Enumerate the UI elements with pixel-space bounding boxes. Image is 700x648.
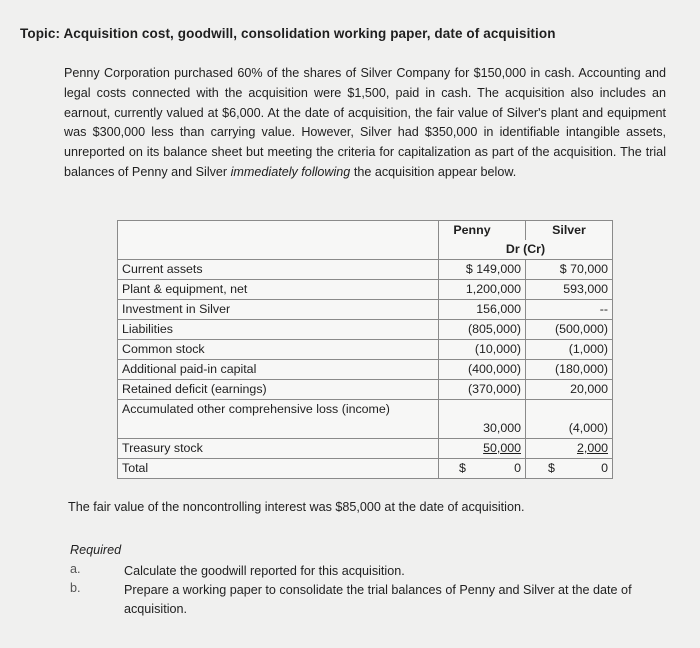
penny-value: (370,000) (439, 380, 526, 400)
penny-value: 30,000 (439, 400, 526, 439)
trial-balance-table (117, 220, 613, 479)
table-row (118, 380, 613, 400)
table-total-row (118, 459, 613, 479)
penny-value: 50,000 (439, 439, 526, 459)
description-main: Penny Corporation purchased 60% of the shares of Silver Company for $150,000 in cash. Accounting and legal costs connected with the acquisition were $1,500, paid in cash. The acquisition also includes an earnout, currently valued at $6,000. At the date of acquisition, the fair value of Silver's plant and equipment was $300,000 less than carrying value. However, Silver had $350,000 in identifiable intangible assets, unreported on its balance sheet but meeting the criteria for capitalization as part of the acquisition. The trial balances of Penny and Silver (64, 66, 666, 179)
row-label: Plant & equipment, net (118, 280, 439, 300)
table-row (118, 280, 613, 300)
header-blank-cell (118, 221, 439, 260)
silver-value: (180,000) (526, 360, 613, 380)
silver-value: (500,000) (526, 320, 613, 340)
row-label: Additional paid-in capital (118, 360, 439, 380)
penny-value: (400,000) (439, 360, 526, 380)
penny-value: $ 149,000 (439, 260, 526, 280)
item-marker: b. (70, 581, 81, 595)
row-label: Treasury stock (118, 439, 439, 459)
silver-value: -- (526, 300, 613, 320)
row-label: Retained deficit (earnings) (118, 380, 439, 400)
row-label: Common stock (118, 340, 439, 360)
silver-value: 2,000 (526, 439, 613, 459)
silver-value: (4,000) (526, 400, 613, 439)
item-text: Prepare a working paper to consolidate the trial balances of Penny and Silver at the date of acquisition. (124, 583, 632, 616)
nci-fair-value-note: The fair value of the noncontrolling interest was $85,000 at the date of acquisition. (68, 500, 525, 514)
row-label: Investment in Silver (118, 300, 439, 320)
silver-value: 593,000 (526, 280, 613, 300)
required-heading: Required (70, 543, 122, 557)
table-row (118, 320, 613, 340)
header-silver: Silver (526, 221, 613, 241)
topic-heading: Topic: Acquisition cost, goodwill, consolidation working paper, date of acquisition (20, 26, 556, 41)
silver-value: $ 70,000 (526, 260, 613, 280)
item-text: Calculate the goodwill reported for this acquisition. (124, 564, 405, 578)
item-marker: a. (70, 562, 81, 576)
penny-total: $ 0 (439, 459, 526, 479)
row-label: Liabilities (118, 320, 439, 340)
silver-value: (1,000) (526, 340, 613, 360)
penny-value: 156,000 (439, 300, 526, 320)
silver-value: 20,000 (526, 380, 613, 400)
table-row (118, 300, 613, 320)
penny-value: (10,000) (439, 340, 526, 360)
table-header-row (118, 221, 613, 241)
row-label: Accumulated other comprehensive loss (income) (118, 400, 439, 439)
header-penny: Penny (439, 221, 526, 241)
table-row (118, 340, 613, 360)
total-label: Total (118, 459, 439, 479)
description-tail: the acquisition appear below. (350, 164, 517, 179)
penny-value: 1,200,000 (439, 280, 526, 300)
table-row (118, 260, 613, 280)
table-row (118, 439, 613, 459)
table-row (118, 360, 613, 380)
description-emphasis: immediately following (230, 164, 351, 179)
table-row (118, 400, 613, 439)
row-label: Current assets (118, 260, 439, 280)
problem-description (64, 64, 666, 183)
penny-value: (805,000) (439, 320, 526, 340)
header-dr-cr: Dr (Cr) (439, 240, 613, 260)
silver-total: $ 0 (526, 459, 613, 479)
